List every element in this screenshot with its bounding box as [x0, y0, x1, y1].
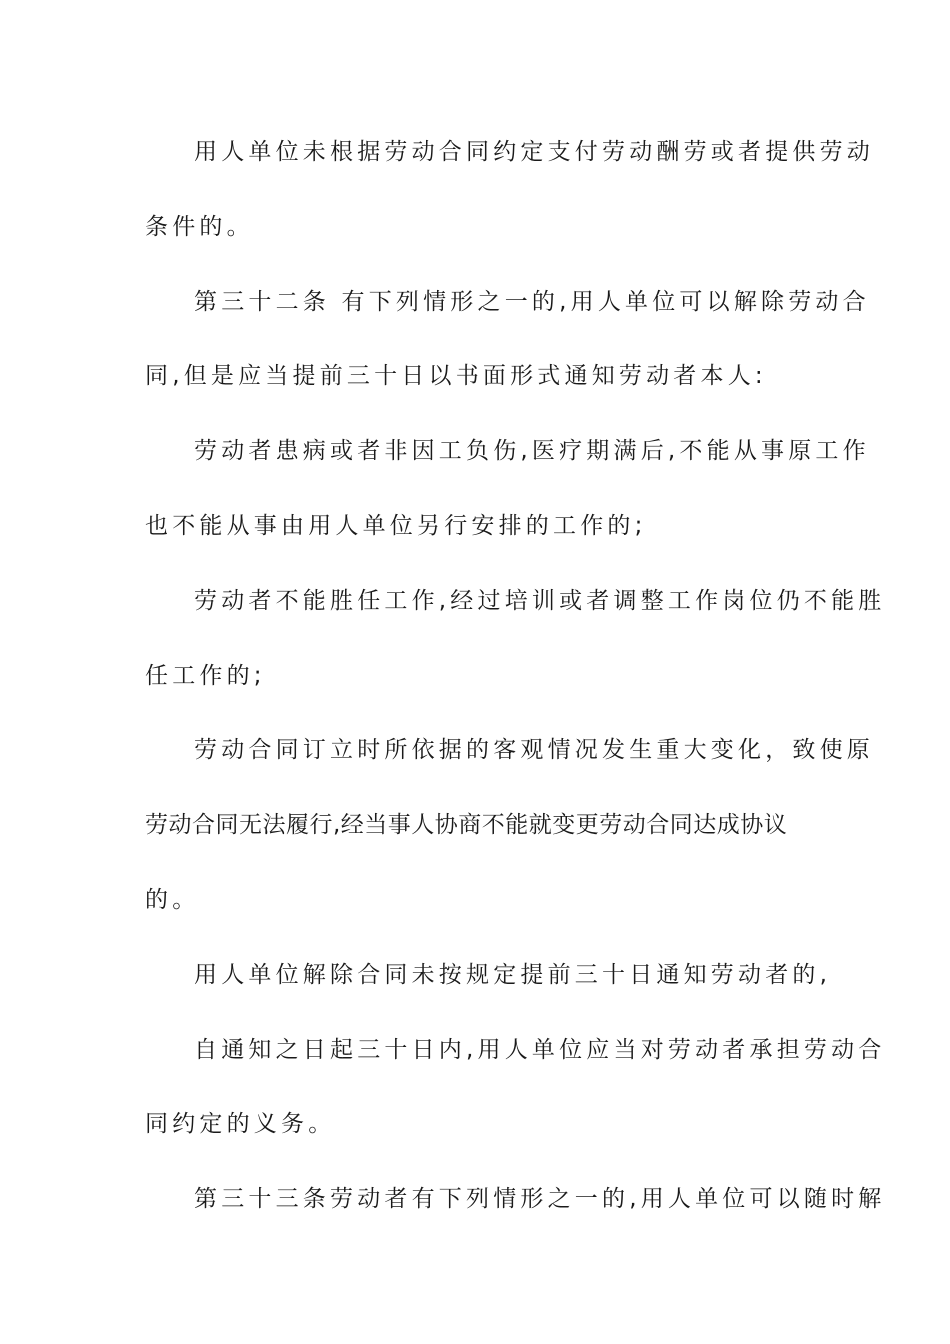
- paragraph-line: 劳动合同订立时所依据的客观情况发生重大变化，致使原: [194, 737, 874, 763]
- paragraph-line: 劳动者患病或者非因工负伤,医疗期满后,不能从事原工作: [194, 438, 870, 464]
- paragraph-line: 任工作的;: [145, 663, 266, 689]
- paragraph-line: 同,但是应当提前三十日以书面形式通知劳动者本人:: [145, 363, 767, 389]
- paragraph-line: 劳动者不能胜任工作,经过培训或者调整工作岗位仍不能胜: [194, 588, 886, 614]
- paragraph-line: 自通知之日起三十日内,用人单位应当对劳动者承担劳动合: [194, 1037, 886, 1063]
- paragraph-line: 的。: [145, 887, 200, 913]
- paragraph-line: 用人单位解除合同未按规定提前三十日通知劳动者的,: [194, 962, 832, 988]
- paragraph-line: 条件的。: [145, 214, 254, 240]
- paragraph-line: 第三十二条 有下列情形之一的,用人单位可以解除劳动合: [194, 289, 870, 315]
- paragraph-line: 劳动合同无法履行,经当事人协商不能就变更劳动合同达成协议: [145, 812, 788, 838]
- paragraph-line: 用人单位未根据劳动合同约定支付劳动酬劳或者提供劳动: [194, 139, 874, 165]
- paragraph-line: 也不能从事由用人单位另行安排的工作的;: [145, 513, 647, 539]
- paragraph-line: 第三十三条劳动者有下列情形之一的,用人单位可以随时解: [194, 1186, 886, 1212]
- paragraph-line: 同约定的义务。: [145, 1111, 336, 1137]
